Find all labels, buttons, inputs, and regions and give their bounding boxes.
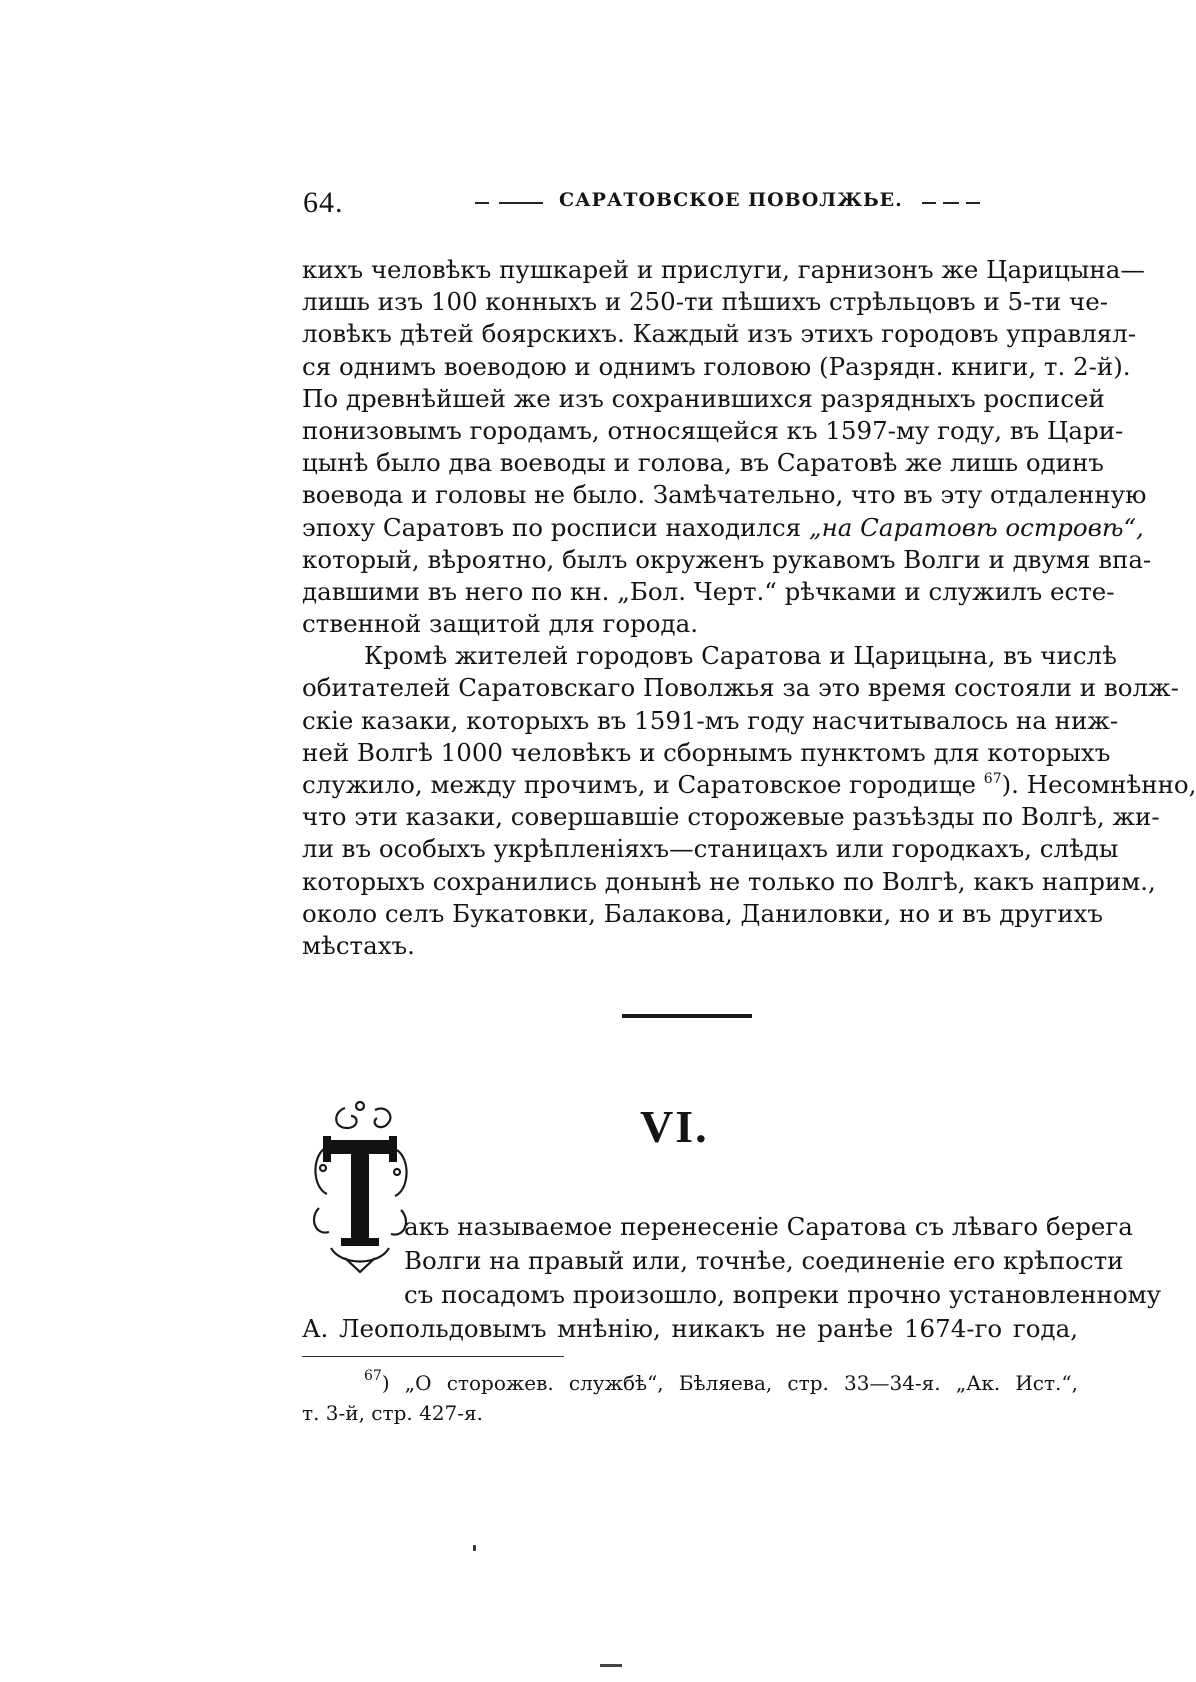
text-line: ственной защитой для города. bbox=[302, 609, 698, 639]
paragraph-first-line: Кромѣ жителей городовъ Саратова и Царицына, въ числѣ bbox=[364, 641, 1117, 671]
dropcap-letter: Т bbox=[360, 1098, 361, 1099]
footnote-rule bbox=[302, 1356, 564, 1357]
text-line: цынѣ было два воеводы и голова, въ Саратовѣ же лишь одинъ bbox=[302, 448, 1104, 478]
section-number: VI. bbox=[640, 1101, 709, 1152]
italic-quote: „на Саратовѣ островѣ“, bbox=[808, 512, 1144, 542]
text-line: ся однимъ воеводою и однимъ головою (Разрядн. книги, т. 2-й). bbox=[302, 351, 1131, 381]
head-dash bbox=[943, 202, 959, 204]
text-line: ли въ особыхъ укрѣпленіяхъ—станицахъ или городкахъ, слѣды bbox=[302, 834, 1119, 864]
text-line: который, вѣроятно, былъ окруженъ рукавомъ Волги и двумя впа- bbox=[302, 544, 1152, 574]
text-line: мѣстахъ. bbox=[302, 930, 415, 960]
footnote-ref: 67 bbox=[983, 771, 1002, 787]
text-span: эпоху Саратовъ по росписи находился bbox=[302, 512, 802, 542]
head-dash bbox=[475, 202, 489, 204]
head-dash bbox=[966, 202, 980, 204]
text-line: которыхъ сохранились донынѣ не только по Волгѣ, какъ наприм., bbox=[302, 866, 1156, 896]
ink-speck bbox=[473, 1545, 476, 1551]
text-span: рѣчками и служилъ есте- bbox=[784, 576, 1115, 606]
footnote-marker: 67 bbox=[364, 1368, 382, 1384]
text-span: служило, между прочимъ, и Саратовское городище bbox=[302, 770, 976, 799]
text-line: акъ называемое перенесеніе Саратова съ лѣваго берега bbox=[404, 1212, 1133, 1241]
body-text bbox=[302, 254, 1196, 962]
text-span: давшими въ него по кн. bbox=[302, 576, 610, 606]
running-head bbox=[303, 186, 1083, 220]
ornamental-dropcap bbox=[305, 1098, 415, 1278]
text-line: лишь изъ 100 конныхъ и 250-ти пѣшихъ стрѣльцовъ и 5-ти че- bbox=[302, 287, 1108, 317]
text-span: ). Несомнѣнно, bbox=[1001, 770, 1196, 799]
text-line: ловѣкъ дѣтей боярскихъ. Каждый изъ этихъ городовъ управлял- bbox=[302, 319, 1136, 349]
text-line: ней Волгѣ 1000 человѣкъ и сборнымъ пунктомъ для которыхъ bbox=[302, 737, 1111, 767]
quoted-source: „Бол. Черт.“ bbox=[617, 576, 777, 606]
text-line: А. Леопольдовымъ мнѣнію, никакъ не ранѣе 1674-го года, bbox=[302, 1314, 1078, 1343]
running-title: САРАТОВСКОЕ ПОВОЛЖЬЕ. bbox=[559, 189, 903, 211]
footnote-line bbox=[302, 1368, 1078, 1398]
chapter-continuation bbox=[302, 1312, 1078, 1346]
text-line: По древнѣйшей же изъ сохранившихся разрядныхъ росписей bbox=[302, 383, 1105, 413]
text-line: что эти казаки, совершавшіе сторожевые разъѣзды по Волгѣ, жи- bbox=[302, 802, 1160, 832]
text-line: около селъ Букатовки, Балакова, Даниловки, но и въ другихъ bbox=[302, 898, 1103, 928]
head-dash bbox=[922, 202, 936, 204]
footnotes bbox=[302, 1368, 1078, 1428]
text-line: съ посадомъ произошло, вопреки прочно установленному bbox=[404, 1280, 1162, 1309]
text-line bbox=[302, 576, 1115, 608]
page-number: 64. bbox=[303, 186, 344, 219]
text-line: воевода и головы не было. Замѣчательно, что въ эту отдаленную bbox=[302, 480, 1147, 510]
text-line: Волги на правый или, точнѣе, соединеніе его крѣпости bbox=[404, 1246, 1124, 1275]
text-line: обитателей Саратовскаго Поволжья за это время состояли и волж- bbox=[302, 673, 1179, 703]
section-divider bbox=[622, 1014, 752, 1018]
text-line: скіе казаки, которыхъ въ 1591-мъ году насчитывалось на ниж- bbox=[302, 705, 1119, 735]
head-dash bbox=[499, 202, 543, 204]
footnote-line: т. 3-й, стр. 427-я. bbox=[302, 1401, 483, 1425]
footnote-text: ) „О сторожев. службѣ“, Бѣляева, стр. 33—34-я. „Ак. Ист.“, bbox=[381, 1371, 1078, 1395]
text-line: кихъ человѣкъ пушкарей и прислуги, гарнизонъ же Царицына— bbox=[302, 255, 1145, 284]
text-line bbox=[302, 512, 1144, 544]
text-line bbox=[302, 769, 1196, 801]
chapter-opening bbox=[404, 1210, 1162, 1312]
ink-speck bbox=[600, 1664, 622, 1667]
text-line: понизовымъ городамъ, относящейся къ 1597-му году, въ Цари- bbox=[302, 415, 1124, 445]
